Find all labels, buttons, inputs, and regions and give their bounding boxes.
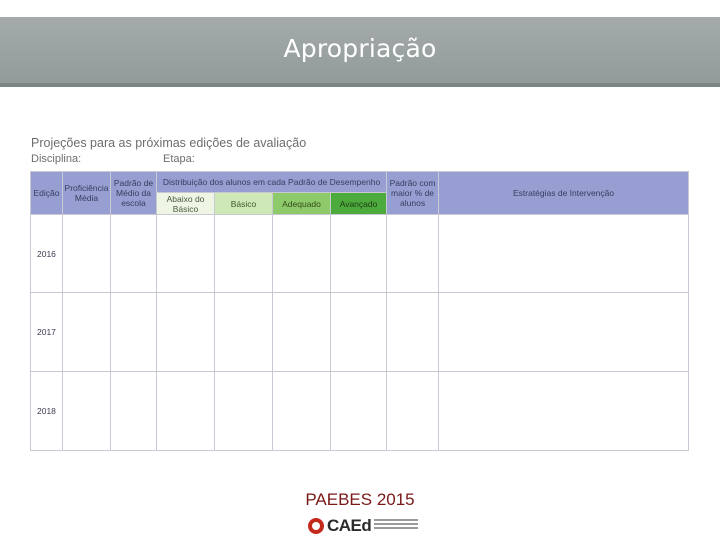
cell-padrao-maior[interactable] <box>387 372 439 451</box>
cell-padrao-maior[interactable] <box>387 215 439 293</box>
slide-title: Apropriação <box>283 34 437 63</box>
cell-adequado[interactable] <box>273 372 331 451</box>
table-header-row <box>31 172 689 193</box>
level-avancado: Avançado <box>331 193 387 215</box>
etapa-label: Etapa: <box>163 153 195 165</box>
footer-title: PAEBES 2015 <box>305 490 415 509</box>
cell-basico[interactable] <box>215 372 273 451</box>
caed-logo-wordmark: CAEd <box>327 516 372 535</box>
caed-logo-icon <box>308 518 324 534</box>
cell-abaixo[interactable] <box>157 372 215 451</box>
disciplina-label: Disciplina: <box>31 153 82 165</box>
table-row <box>31 293 689 372</box>
level-basico: Básico <box>215 193 273 215</box>
year-cell: 2016 <box>31 215 63 293</box>
header-distribuicao: Distribuição dos alunos em cada Padrão de Desempenho <box>157 172 387 193</box>
header-padrao-maior: Padrão com maior % de alunos <box>387 172 439 215</box>
cell-basico[interactable] <box>215 215 273 293</box>
cell-padrao-maior[interactable] <box>387 293 439 372</box>
cell-proficiencia[interactable] <box>63 372 111 451</box>
table-row <box>31 215 689 293</box>
cell-proficiencia[interactable] <box>63 215 111 293</box>
cell-avancado[interactable] <box>331 215 387 293</box>
header-edicao: Edição <box>31 172 63 215</box>
cell-adequado[interactable] <box>273 215 331 293</box>
cell-padrao-medio[interactable] <box>111 372 157 451</box>
cell-estrategias[interactable] <box>439 215 689 293</box>
cell-basico[interactable] <box>215 293 273 372</box>
cell-abaixo[interactable] <box>157 215 215 293</box>
header-proficiencia: Proficiência Média <box>63 172 111 215</box>
table-row <box>31 372 689 451</box>
projection-table <box>30 171 689 451</box>
cell-avancado[interactable] <box>331 372 387 451</box>
header-padrao-medio: Padrão de Médio da escola <box>111 172 157 215</box>
cell-padrao-medio[interactable] <box>111 215 157 293</box>
table-caption: Projeções para as próximas edições de avaliação <box>31 136 307 150</box>
cell-abaixo[interactable] <box>157 293 215 372</box>
cell-estrategias[interactable] <box>439 372 689 451</box>
cell-estrategias[interactable] <box>439 293 689 372</box>
level-adequado: Adequado <box>273 193 331 215</box>
year-cell: 2017 <box>31 293 63 372</box>
cell-padrao-medio[interactable] <box>111 293 157 372</box>
cell-adequado[interactable] <box>273 293 331 372</box>
top-strip <box>0 0 720 17</box>
caed-logo-lines <box>374 519 418 531</box>
level-abaixo-do-basico: Abaixo do Básico <box>157 193 215 215</box>
cell-avancado[interactable] <box>331 293 387 372</box>
header-estrategias: Estratégias de Intervenção <box>439 172 689 215</box>
cell-proficiencia[interactable] <box>63 293 111 372</box>
year-cell: 2018 <box>31 372 63 451</box>
